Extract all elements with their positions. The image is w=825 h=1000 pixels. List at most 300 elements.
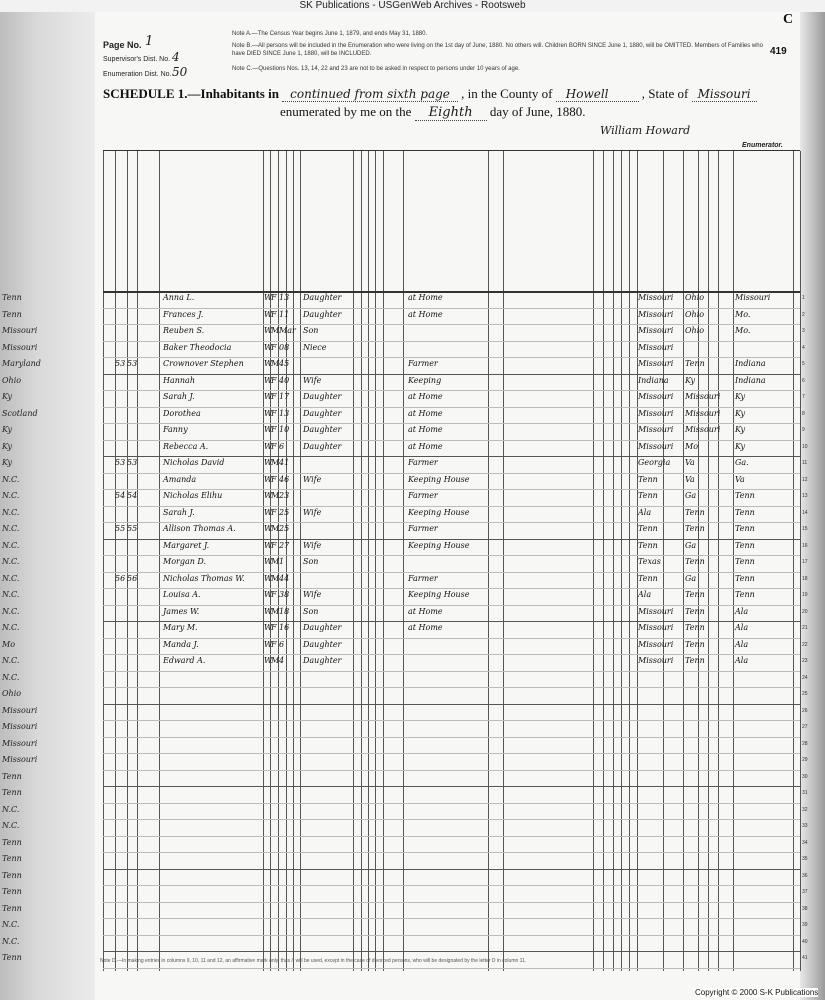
row-number: 3 [802, 328, 805, 334]
grid-row-line [103, 588, 800, 589]
grid-row-line [103, 951, 800, 952]
row-sex: F [271, 309, 277, 319]
row-age: 13 [279, 293, 290, 302]
row-relation: Wife [303, 540, 322, 550]
row-number: 17 [802, 559, 808, 565]
row-father: Missouri [685, 425, 721, 434]
grid-row-line [103, 308, 800, 309]
row-age: 25 [279, 524, 290, 533]
row-occupation: Keeping House [408, 540, 470, 550]
margin-entry: N.C. [2, 590, 20, 599]
schedule-place: continued from sixth page [282, 87, 458, 102]
row-sex: F [271, 441, 277, 451]
row-mother: Tenn [735, 540, 755, 550]
row-occupation: Farmer [408, 524, 438, 533]
row-father: Va [685, 474, 695, 484]
row-number: 36 [802, 872, 808, 879]
row-sex: F [271, 507, 277, 517]
grid-row-line [103, 902, 800, 903]
grid-column-line [383, 151, 384, 971]
row-age: 13 [279, 408, 290, 418]
grid-column-line [127, 151, 128, 971]
margin-entry: Ohio [2, 375, 22, 385]
row-color: W [264, 342, 273, 352]
row-occupation: Farmer [408, 573, 438, 583]
row-father: Ga [685, 491, 697, 500]
row-sex: M [271, 491, 280, 500]
row-color: W [264, 293, 273, 302]
row-name: Nicholas Elihu [163, 491, 223, 500]
grid-column-line [293, 151, 294, 971]
grid-row-line [103, 473, 800, 474]
row-father: Tenn [685, 524, 705, 533]
row-birth: Missouri [638, 359, 674, 368]
enum-dist-label: Enumeration Dist. No. [103, 71, 172, 78]
row-sex: F [271, 425, 277, 434]
row-number: 6 [802, 377, 805, 384]
row-color: W [264, 606, 273, 616]
row-mother: Ala [735, 606, 749, 616]
row-age: 38 [279, 590, 290, 599]
margin-entry: N.C. [2, 557, 20, 566]
grid-column-line [300, 151, 301, 971]
row-name: Margaret J. [163, 540, 210, 550]
row-sex: M [271, 606, 280, 616]
supervisor-label: Supervisor's Dist. No. [103, 56, 171, 63]
row-occupation: at Home [408, 309, 443, 319]
enumerated-rest: day of June, 1880. [489, 104, 586, 119]
copyright: Copyright © 2000 S-K Publications [695, 988, 819, 997]
margin-entry: Missouri [2, 722, 38, 731]
row-color: W [264, 491, 273, 500]
county-value: Howell [556, 87, 639, 102]
row-color: W [264, 326, 273, 335]
supervisor-value: 4 [172, 50, 180, 64]
row-age: 08 [279, 342, 290, 352]
grid-row-line [103, 621, 800, 622]
row-father: Tenn [685, 639, 705, 649]
enumerated-day: Eighth [415, 105, 487, 121]
margin-entry: Tenn [2, 953, 22, 962]
grid-row-line [103, 803, 800, 804]
margin-entry: N.C. [2, 573, 20, 583]
row-number: 39 [802, 922, 808, 928]
row-occupation: Keeping [408, 375, 442, 385]
row-mother: Mo. [735, 309, 751, 319]
row-sex: M [271, 359, 280, 368]
row-mother: Tenn [735, 507, 755, 517]
row-occupation: at Home [408, 425, 443, 434]
state-value: Missouri [692, 87, 757, 102]
row-occupation: Farmer [408, 359, 438, 368]
row-number: 12 [802, 476, 808, 483]
row-mother: Tenn [735, 524, 755, 533]
grid-row-line [103, 539, 800, 540]
row-age: 11 [279, 309, 290, 319]
row-mother: Indiana [735, 359, 766, 368]
row-mother: Ga. [735, 458, 749, 467]
row-dwelling: 56 [115, 573, 126, 583]
grid-row-line [103, 605, 800, 606]
row-family: 55 [127, 524, 138, 533]
row-number: 2 [802, 311, 805, 318]
grid-column-line [375, 151, 376, 971]
row-number: 16 [802, 542, 808, 549]
grid-column-line [629, 151, 630, 971]
row-mother: Ky [735, 392, 745, 401]
row-father: Tenn [685, 606, 705, 616]
row-name: Louisa A. [163, 590, 201, 599]
row-mother: Tenn [735, 557, 755, 566]
row-color: W [264, 425, 273, 434]
grid-row-line [103, 654, 800, 655]
grid-column-line [488, 151, 489, 971]
row-relation: Daughter [303, 293, 342, 302]
row-number: 23 [802, 658, 808, 664]
row-occupation: Keeping House [408, 474, 470, 484]
row-birth: Tenn [638, 491, 658, 500]
row-color: W [264, 639, 273, 649]
margin-entry: N.C. [2, 606, 20, 616]
row-color: W [264, 524, 273, 533]
row-father: Mo [685, 441, 699, 451]
margin-entry: N.C. [2, 821, 20, 830]
row-relation: Daughter [303, 441, 342, 451]
grid-row-line [103, 390, 800, 391]
grid-row-line [103, 819, 800, 820]
row-father: Va [685, 458, 695, 467]
row-father: Ohio [685, 309, 705, 319]
row-relation: Daughter [303, 639, 342, 649]
row-number: 40 [802, 938, 808, 945]
row-birth: Missouri [638, 606, 674, 616]
row-mother: Ky [735, 441, 745, 451]
row-occupation: at Home [408, 293, 443, 302]
row-relation: Wife [303, 507, 322, 517]
row-age: 41 [279, 458, 290, 467]
row-color: W [264, 573, 273, 583]
enum-dist-value: 50 [172, 65, 188, 79]
row-mother: Tenn [735, 573, 755, 583]
row-occupation: Farmer [408, 491, 438, 500]
grid-column-line [593, 151, 594, 971]
row-number: 18 [802, 575, 808, 582]
row-number: 1 [802, 295, 805, 301]
row-father: Tenn [685, 507, 705, 517]
note-b: Note B.—All persons will be included in the Enumeration who were living on the 1st day of June, 1880. No others will. Children BORN SINCE June 1, 1880, will be OMITTED. Members of Families who have DIED SINCE June 1, 1880, will be INCLUDED. [232, 43, 763, 57]
row-birth: Ala [638, 507, 652, 517]
row-name: Frances J. [163, 309, 204, 319]
row-mother: Indiana [735, 375, 766, 385]
grid-row-line [103, 770, 800, 771]
row-color: W [264, 540, 273, 550]
row-name: Reuben S. [163, 326, 205, 335]
row-relation: Wife [303, 590, 322, 599]
margin-entry: N.C. [2, 524, 20, 533]
row-mother: Tenn [735, 590, 755, 599]
row-age: 44 [279, 573, 290, 583]
row-name: Allison Thomas A. [163, 524, 236, 533]
row-age: 45 [279, 359, 290, 368]
row-occupation: at Home [408, 606, 443, 616]
row-sex: M [271, 656, 280, 665]
margin-entry: Tenn [2, 854, 22, 863]
row-number: 10 [802, 443, 808, 450]
margin-entry: N.C. [2, 540, 20, 550]
previous-page-edge [0, 12, 95, 1000]
note-a: Note A.—The Census Year begins June 1, 1879, and ends May 31, 1880. [232, 31, 428, 37]
row-number: 37 [802, 889, 808, 895]
row-birth: Tenn [638, 474, 658, 484]
row-number: 9 [802, 427, 805, 433]
row-color: W [264, 474, 273, 484]
grid-column-line [286, 151, 287, 971]
row-birth: Missouri [638, 309, 674, 319]
row-number: 13 [802, 493, 808, 499]
row-number: 34 [802, 839, 808, 846]
row-birth: Missouri [638, 408, 674, 418]
state-label: , State of [641, 86, 689, 101]
row-mother: Missouri [735, 293, 771, 302]
margin-entry: Tenn [2, 887, 22, 896]
row-mother: Ky [735, 425, 745, 434]
row-father: Tenn [685, 656, 705, 665]
grid-row-line [103, 836, 800, 837]
row-occupation: Farmer [408, 458, 438, 467]
row-name: Baker Theodocia [163, 342, 232, 352]
grid-row-line [103, 506, 800, 507]
grid-row-line [103, 324, 800, 325]
row-dwelling: 53 [115, 458, 126, 467]
grid-column-line [733, 151, 734, 971]
row-sex: M [271, 326, 280, 335]
schedule-label: SCHEDULE 1.—Inhabitants in [103, 86, 279, 101]
margin-entry: Tenn [2, 293, 22, 302]
row-name: Amanda [163, 474, 197, 484]
enumeration-date [280, 104, 586, 120]
row-birth: Ala [638, 590, 652, 599]
row-number: 33 [802, 823, 808, 829]
row-dwelling: 53 [115, 359, 126, 368]
row-mother: Mo. [735, 326, 751, 335]
grid-row-line [103, 357, 800, 358]
row-name: Dorothea [163, 408, 201, 418]
margin-entry: Tenn [2, 771, 22, 781]
row-number: 8 [802, 410, 805, 417]
grid-row-line [103, 407, 800, 408]
grid-row-line [103, 737, 800, 738]
row-dwelling: 55 [115, 524, 126, 533]
row-mother: Ala [735, 656, 749, 665]
row-name: Nicholas Thomas W. [163, 573, 245, 583]
margin-entry: Ohio [2, 689, 22, 698]
enumerated-label: enumerated by me on the [280, 104, 412, 119]
row-name: Fanny [163, 425, 188, 434]
row-mother: Va [735, 474, 745, 484]
row-age: 4 [279, 656, 285, 665]
grid-column-line [708, 151, 709, 971]
grid-column-line [613, 151, 614, 971]
row-color: W [264, 557, 273, 566]
row-name: Morgan D. [163, 557, 207, 566]
row-father: Ohio [685, 326, 705, 335]
grid-row-line [103, 885, 800, 886]
row-birth: Tenn [638, 573, 658, 583]
grid-row-line [103, 786, 800, 787]
row-family: 54 [127, 491, 138, 500]
grid-row-line [103, 671, 800, 672]
grid-row-line [103, 753, 800, 754]
margin-entry: N.C. [2, 491, 20, 500]
margin-entry: Tenn [2, 870, 22, 880]
margin-entry: Missouri [2, 738, 38, 748]
row-sex: F [271, 590, 277, 599]
row-birth: Missouri [638, 342, 674, 352]
row-number: 14 [802, 509, 808, 516]
row-relation: Daughter [303, 408, 342, 418]
row-occupation: Keeping House [408, 590, 470, 599]
row-occupation: at Home [408, 408, 443, 418]
row-relation: Daughter [303, 656, 342, 665]
row-name: Nicholas David [163, 458, 225, 467]
row-name: James W. [163, 606, 200, 616]
row-name: Sarah J. [163, 507, 195, 517]
row-number: 21 [802, 625, 808, 631]
row-birth: Indiana [638, 375, 669, 385]
row-color: W [264, 359, 273, 368]
row-age: 40 [279, 375, 290, 385]
row-number: 29 [802, 757, 808, 763]
grid-column-line [368, 151, 369, 971]
grid-row-line [103, 522, 800, 523]
margin-entry: Maryland [2, 359, 41, 368]
grid-row-line [103, 555, 800, 556]
grid-row-line [103, 572, 800, 573]
row-sex: F [271, 474, 277, 484]
page-no-label: Page No. [103, 40, 142, 50]
row-relation: Daughter [303, 623, 342, 632]
row-number: 20 [802, 608, 808, 615]
margin-entry: Tenn [2, 903, 22, 913]
margin-entry: N.C. [2, 672, 20, 682]
row-number: 26 [802, 707, 808, 714]
row-sex: F [271, 540, 277, 550]
grid-column-line [621, 151, 622, 971]
row-age: 6 [279, 441, 285, 451]
row-mother: Tenn [735, 491, 755, 500]
row-name: Manda J. [163, 639, 199, 649]
footer-note: Note D.—In making entries in columns 9, 10, 11 and 12, an affirmative mark only, thus /, will be used, except in the case of divorced persons, who will be designated by the letter D in column 11. [100, 958, 527, 964]
row-relation: Wife [303, 474, 322, 484]
row-sex: M [271, 524, 280, 533]
grid-row-line [103, 704, 800, 705]
row-father: Missouri [685, 408, 721, 418]
grid-column-line [800, 151, 801, 971]
row-number: 31 [802, 790, 808, 796]
grid-column-line [503, 151, 504, 971]
corner-mark: C [783, 12, 794, 27]
row-relation: Son [303, 326, 319, 335]
row-occupation: at Home [408, 441, 443, 451]
row-color: W [264, 408, 273, 418]
note-c: Note C.—Questions Nos. 13, 14, 22 and 23 are not to be asked in respect to persons under 10 years of age. [232, 66, 520, 72]
row-occupation: at Home [408, 392, 443, 401]
row-age: 18 [279, 606, 290, 616]
grid-row-line [103, 687, 800, 688]
grid-row-line [103, 852, 800, 853]
row-color: W [264, 656, 273, 665]
row-birth: Tenn [638, 540, 658, 550]
margin-entry: Missouri [2, 705, 38, 715]
row-mother: Ala [735, 639, 749, 649]
county-label: , in the County of [461, 86, 553, 101]
row-family: 56 [127, 573, 138, 583]
row-birth: Georgia [638, 458, 671, 467]
enumerator-signature: William Howard [600, 124, 691, 137]
row-age: 10 [279, 425, 290, 434]
row-name: Crownover Stephen [163, 359, 244, 368]
margin-entry: Mo [2, 639, 16, 649]
row-sex: F [271, 293, 277, 302]
row-age: 1 [279, 557, 285, 566]
row-name: Rebecca A. [163, 441, 209, 451]
row-color: W [264, 375, 273, 385]
row-age: 27 [279, 540, 290, 550]
row-mother: Ky [735, 408, 745, 418]
grid-column-line [361, 151, 362, 971]
row-father: Tenn [685, 359, 705, 368]
row-color: W [264, 507, 273, 517]
margin-entry: Ky [2, 458, 12, 467]
page-no-value: 1 [145, 34, 154, 49]
margin-entry: Ky [2, 392, 12, 401]
row-father: Tenn [685, 590, 705, 599]
row-birth: Missouri [638, 293, 674, 302]
row-father: Tenn [685, 623, 705, 632]
margin-entry: N.C. [2, 920, 20, 929]
row-number: 32 [802, 806, 808, 813]
row-family: 53 [127, 359, 138, 368]
row-age: 25 [279, 507, 290, 517]
grid-row-line [103, 440, 800, 441]
row-color: W [264, 458, 273, 467]
row-name: Anna L. [163, 293, 195, 302]
row-number: 24 [802, 674, 808, 681]
margin-entry: N.C. [2, 623, 20, 632]
grid-row-line [103, 720, 800, 721]
row-relation: Niece [303, 342, 327, 352]
row-occupation: at Home [408, 623, 443, 632]
row-name: Mary M. [163, 623, 198, 632]
row-number: 27 [802, 724, 808, 730]
row-sex: F [271, 408, 277, 418]
row-birth: Missouri [638, 656, 674, 665]
row-number: 15 [802, 526, 808, 532]
margin-entry: Ky [2, 425, 12, 434]
row-father: Ga [685, 540, 697, 550]
row-number: 28 [802, 740, 808, 747]
archive-banner: SK Publications - USGenWeb Archives - Rootsweb [0, 0, 825, 13]
row-relation: Daughter [303, 392, 342, 401]
row-sex: M [271, 458, 280, 467]
row-age: Mar [279, 326, 296, 335]
grid-column-line [603, 151, 604, 971]
grid-row-line [103, 638, 800, 639]
row-sex: F [271, 639, 277, 649]
margin-entry: Tenn [2, 309, 22, 319]
row-birth: Missouri [638, 326, 674, 335]
row-age: 23 [279, 491, 290, 500]
